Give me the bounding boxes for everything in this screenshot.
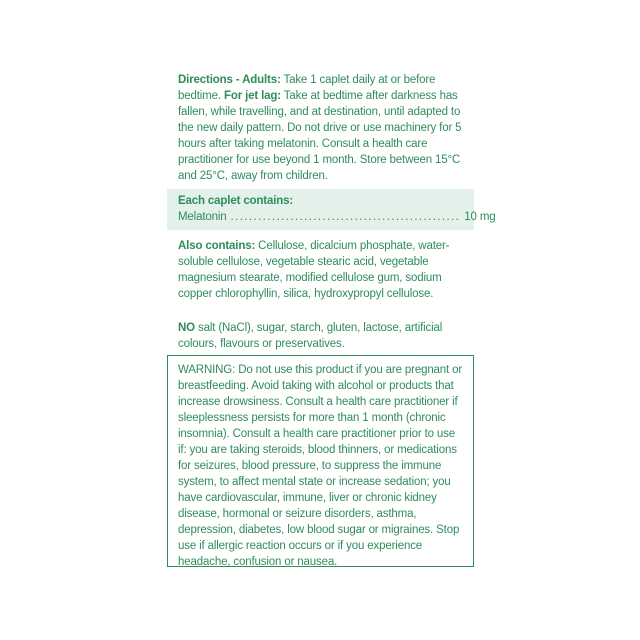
ingredients-panel: [167, 189, 496, 230]
ingredients-heading-text: Each caplet contains:: [178, 195, 294, 207]
also-contains-text: Cellulose, dicalcium phosphate, water-soluble cellulose, vegetable stearic acid, vegetable magnesium stearate, modified cellulose gum, sodium copper chlorophyllin, silica, hydroxypropyl cellulose.: [178, 240, 450, 300]
no-salt-section: [178, 320, 464, 352]
ingredient-row: [178, 209, 496, 225]
warning-text: WARNING: Do not use this product if you are pregnant or breastfeeding. Avoid taking with alcohol or products that increase drowsiness. Consult a health care practitioner if sleeplessness persists for more than 1 month (chronic insomnia). Consult a health care practitioner prior to use if: you are taking steroids, blood thinners, or medications for seizures, blood pressure, to suppress the immune system, to affect mental state or increase sedation; you have cardiovascular, immune, liver or chronic kidney disease, hormonal or seizure disorders, asthma, depression, diabetes, low blood sugar or migraines. Stop use if allergic reaction occurs or if you experience headache, confusion or nausea.: [178, 364, 463, 568]
dot-leader: ..................................................: [230, 211, 461, 223]
directions-label: Directions - Adults:: [178, 74, 281, 86]
ingredients-heading: [178, 193, 463, 209]
warning-box: [167, 355, 474, 567]
no-salt-text: salt (NaCl), sugar, starch, gluten, lactose, artificial colours, flavours or preservatives.: [178, 322, 443, 350]
also-contains-label: Also contains:: [178, 240, 256, 252]
directions-text-1: Take 1 caplet daily at or before bedtime.: [178, 74, 436, 102]
directions-text-2: Take at bedtime after darkness has fallen, while travelling, and at destination, until adapted to the new daily pattern. Do not drive or use machinery for 5 hours after taking melatonin. Consult a health care practitioner for use beyond 1 month. Store between 15°C and 25°C, away from children.: [178, 90, 462, 182]
ingredient-name: Melatonin: [178, 211, 227, 223]
directions-section: [178, 72, 464, 184]
no-label: NO: [178, 322, 195, 334]
jet-lag-label: For jet lag:: [223, 90, 281, 102]
also-contains-section: [178, 238, 464, 302]
ingredient-amount: 10 mg: [464, 211, 496, 223]
